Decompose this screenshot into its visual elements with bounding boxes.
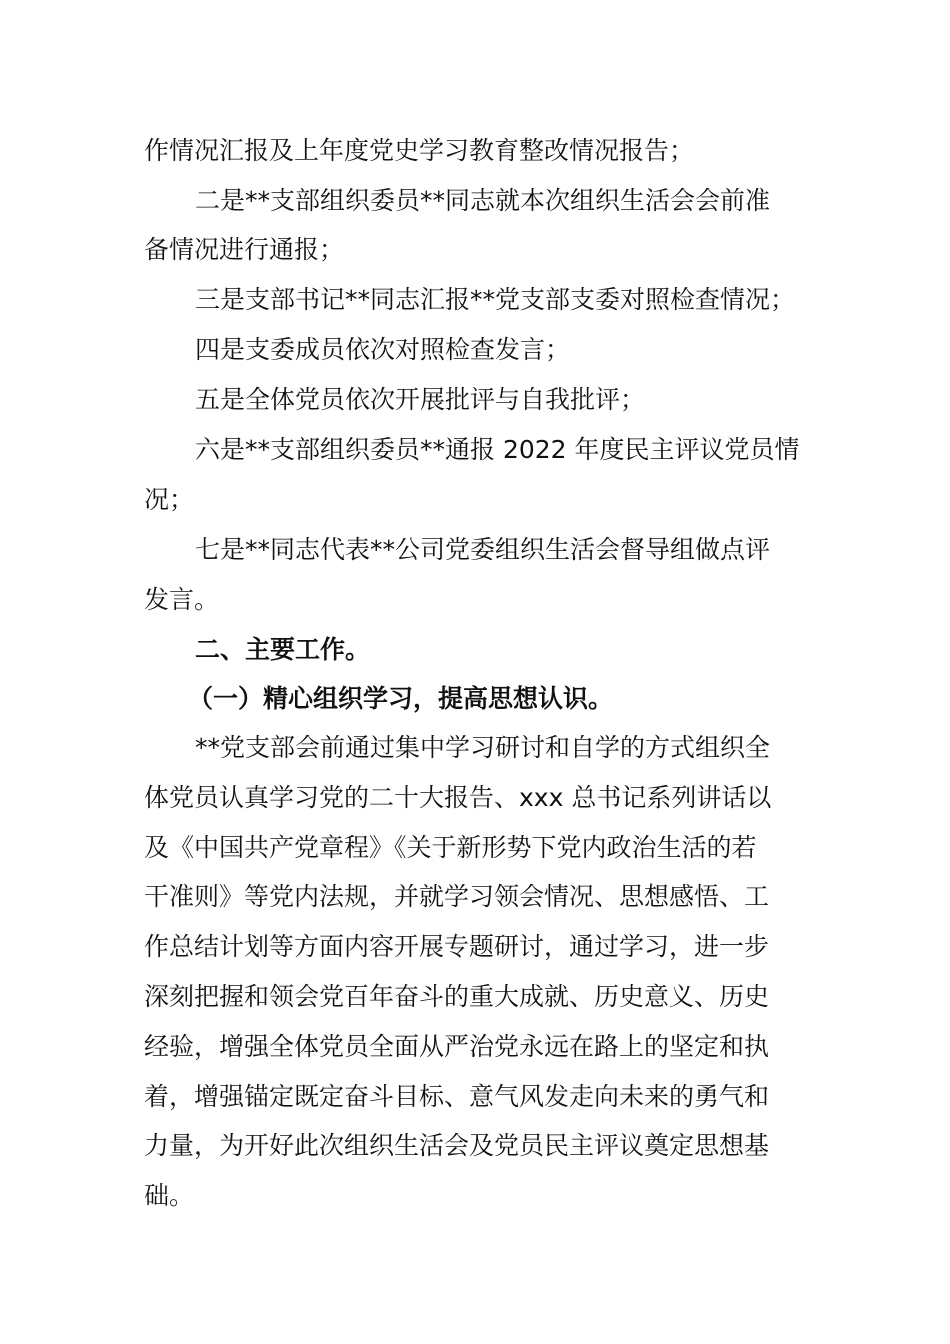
text-line: 四是支委成员依次对照检查发言；	[195, 335, 571, 364]
text-line: 体党员认真学习党的二十大报告、xxx 总书记系列讲话以	[144, 783, 772, 812]
text-line: 经验，增强全体党员全面从严治党永远在路上的坚定和执	[144, 1032, 770, 1061]
text-line: 础。	[144, 1181, 195, 1210]
text-line: 力量，为开好此次组织生活会及党员民主评议奠定思想基	[144, 1131, 770, 1160]
text-line: 及《中国共产党章程》《关于新形势下党内政治生活的若	[144, 833, 757, 862]
text-line: 作总结计划等方面内容开展专题研讨，通过学习，进一步	[144, 932, 770, 961]
text-line: 六是**支部组织委员**通报 2022 年度民主评议党员情	[195, 435, 800, 464]
section-heading: 二、主要工作。	[195, 635, 371, 664]
text-line: 况；	[144, 485, 195, 514]
text-line: 三是支部书记**同志汇报**党支部支委对照检查情况；	[195, 285, 796, 314]
text-line: 着，增强锚定既定奋斗目标、意气风发走向未来的勇气和	[144, 1082, 770, 1111]
text-line: 深刻把握和领会党百年奋斗的重大成就、历史意义、历史	[144, 982, 770, 1011]
subsection-heading: （一）精心组织学习，提高思想认识。	[188, 684, 614, 713]
text-line: **党支部会前通过集中学习研讨和自学的方式组织全	[195, 733, 771, 762]
text-line: 作情况汇报及上年度党史学习教育整改情况报告；	[144, 136, 695, 165]
text-line: 备情况进行通报；	[144, 235, 345, 264]
text-line: 发言。	[144, 585, 220, 614]
text-line: 五是全体党员依次开展批评与自我批评；	[195, 385, 646, 414]
text-line: 干准则》等党内法规，并就学习领会情况、思想感悟、工	[144, 882, 770, 911]
text-line: 七是**同志代表**公司党委组织生活会督导组做点评	[195, 535, 771, 564]
text-line: 二是**支部组织委员**同志就本次组织生活会会前准	[195, 186, 771, 215]
